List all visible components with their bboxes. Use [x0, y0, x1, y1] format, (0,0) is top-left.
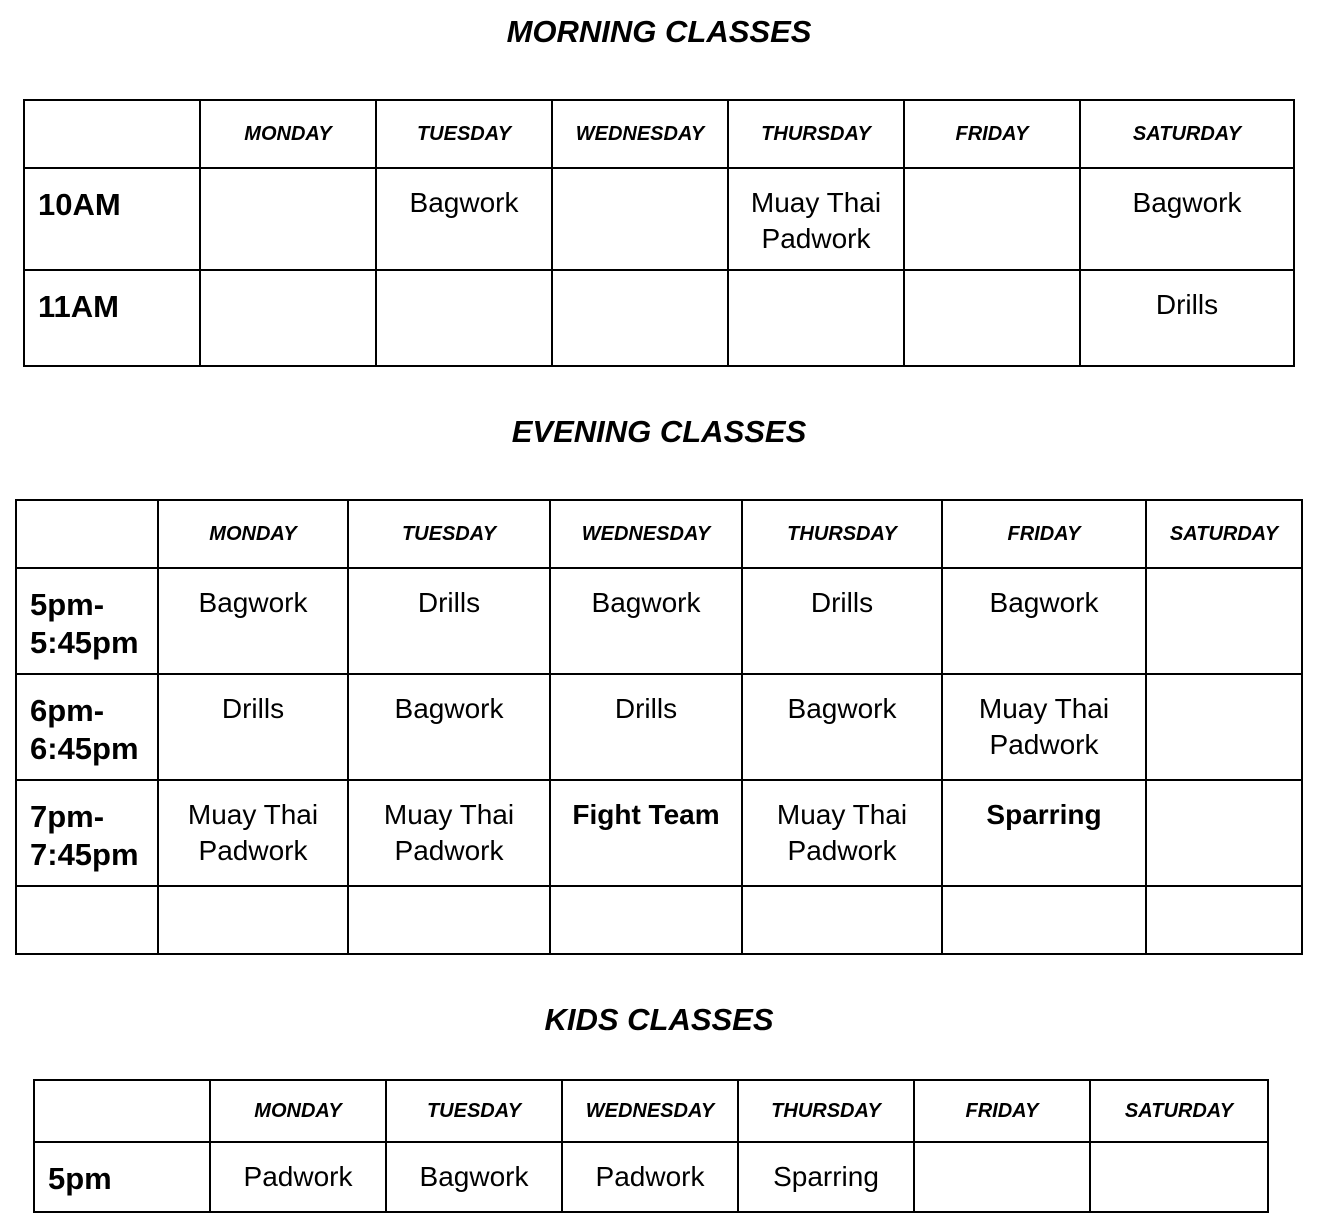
time-slot-label: 10AM [24, 168, 200, 270]
class-cell [1146, 780, 1302, 886]
time-slot-label: 7pm-7:45pm [16, 780, 158, 886]
class-cell [550, 886, 742, 954]
class-cell: Muay Thai Padwork [942, 674, 1146, 780]
day-header-friday: FRIDAY [942, 500, 1146, 568]
class-cell [376, 270, 552, 366]
class-cell: Bagwork [158, 568, 348, 674]
day-header-saturday: SATURDAY [1146, 500, 1302, 568]
day-header-thursday: THURSDAY [728, 100, 904, 168]
class-cell: Drills [158, 674, 348, 780]
class-cell [200, 168, 376, 270]
day-header-friday: FRIDAY [914, 1080, 1090, 1142]
class-cell: Bagwork [742, 674, 942, 780]
class-cell: Drills [1080, 270, 1294, 366]
class-cell [904, 270, 1080, 366]
class-cell: Drills [348, 568, 550, 674]
morning-classes-title: MORNING CLASSES [506, 14, 812, 49]
day-header-saturday: SATURDAY [1090, 1080, 1268, 1142]
header-row [34, 1080, 1268, 1142]
table-row [24, 270, 1294, 366]
kids-classes-title: KIDS CLASSES [544, 1002, 774, 1037]
class-cell [914, 1142, 1090, 1212]
day-header-thursday: THURSDAY [738, 1080, 914, 1142]
class-cell: Bagwork [376, 168, 552, 270]
day-header-wednesday: WEDNESDAY [550, 500, 742, 568]
class-cell: Bagwork [1080, 168, 1294, 270]
header-row [24, 100, 1294, 168]
corner-cell [34, 1080, 210, 1142]
class-cell: Muay Thai Padwork [728, 168, 904, 270]
day-header-tuesday: TUESDAY [386, 1080, 562, 1142]
evening-schedule-table [15, 499, 1303, 955]
class-cell: Padwork [210, 1142, 386, 1212]
day-header-tuesday: TUESDAY [376, 100, 552, 168]
class-cell: Drills [550, 674, 742, 780]
class-cell [552, 270, 728, 366]
table-row [16, 780, 1302, 886]
class-cell [1146, 886, 1302, 954]
kids-schedule-table [33, 1079, 1269, 1213]
time-slot-label: 6pm-6:45pm [16, 674, 158, 780]
day-header-wednesday: WEDNESDAY [552, 100, 728, 168]
morning-schedule-table [23, 99, 1295, 367]
table-row [24, 168, 1294, 270]
time-slot-label [16, 886, 158, 954]
day-header-wednesday: WEDNESDAY [562, 1080, 738, 1142]
class-cell [742, 886, 942, 954]
class-cell [904, 168, 1080, 270]
table-row [16, 568, 1302, 674]
day-header-monday: MONDAY [210, 1080, 386, 1142]
day-header-monday: MONDAY [200, 100, 376, 168]
class-cell [200, 270, 376, 366]
class-cell [1146, 568, 1302, 674]
class-cell: Padwork [562, 1142, 738, 1212]
class-cell [728, 270, 904, 366]
class-cell: Muay Thai Padwork [742, 780, 942, 886]
class-cell [552, 168, 728, 270]
header-row [16, 500, 1302, 568]
corner-cell [16, 500, 158, 568]
class-cell: Sparring [738, 1142, 914, 1212]
class-cell: Fight Team [550, 780, 742, 886]
time-slot-label: 5pm [34, 1142, 210, 1212]
class-cell [158, 886, 348, 954]
class-cell: Bagwork [550, 568, 742, 674]
class-cell [1090, 1142, 1268, 1212]
class-cell: Bagwork [942, 568, 1146, 674]
day-header-monday: MONDAY [158, 500, 348, 568]
class-cell [348, 886, 550, 954]
class-cell: Muay Thai Padwork [348, 780, 550, 886]
table-row [16, 886, 1302, 954]
table-row [34, 1142, 1268, 1212]
class-cell: Sparring [942, 780, 1146, 886]
day-header-saturday: SATURDAY [1080, 100, 1294, 168]
class-cell [1146, 674, 1302, 780]
day-header-friday: FRIDAY [904, 100, 1080, 168]
day-header-tuesday: TUESDAY [348, 500, 550, 568]
time-slot-label: 11AM [24, 270, 200, 366]
time-slot-label: 5pm-5:45pm [16, 568, 158, 674]
corner-cell [24, 100, 200, 168]
class-cell: Drills [742, 568, 942, 674]
class-cell: Bagwork [348, 674, 550, 780]
table-row [16, 674, 1302, 780]
class-cell: Bagwork [386, 1142, 562, 1212]
evening-classes-title: EVENING CLASSES [511, 414, 807, 449]
class-cell [942, 886, 1146, 954]
day-header-thursday: THURSDAY [742, 500, 942, 568]
class-cell: Muay Thai Padwork [158, 780, 348, 886]
